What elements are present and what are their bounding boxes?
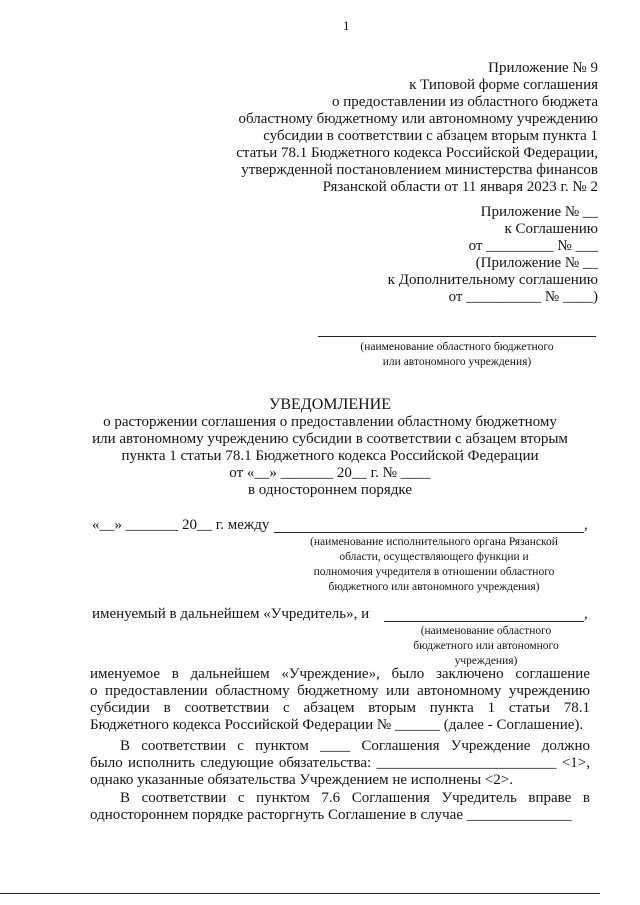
appendix-line: к Типовой форме соглашения [409, 77, 598, 93]
body-paragraph-1 [90, 666, 590, 734]
body-line: одностороннем порядке расторгнуть Соглашение в случае ______________ [90, 807, 572, 823]
caption-line: (наименование областного бюджетного [360, 341, 554, 353]
appendix-line: областному бюджетному или автономному учреждению [238, 111, 598, 127]
caption-line: (наименование исполнительного органа Рязанской [310, 536, 558, 548]
appendix-line: субсидии в соответствии с абзацем вторым пункта 1 [263, 128, 598, 144]
caption-line: учреждения) [454, 655, 518, 667]
between-line: «__» _______ 20__ г. между [92, 517, 270, 533]
recipient-caption [318, 340, 596, 370]
body-line: Бюджетного кодекса Российской Федерации № ______ (далее - Соглашение). [90, 717, 584, 733]
body-line: о предоставлении областному бюджетному или автономному учреждению [90, 683, 590, 699]
comma: , [584, 606, 588, 622]
notice-heading: УВЕДОМЛЕНИЕ [269, 396, 391, 413]
notice-title-line: о расторжении соглашения о предоставлении областному бюджетному [103, 414, 557, 430]
notice-title-line: в одностороннем порядке [247, 482, 413, 498]
notice-title-line: от «__» _______ 20__ г. № ____ [229, 465, 431, 481]
appendix-line: статьи 78.1 Бюджетного кодекса Российской Федерации, [236, 145, 598, 161]
appendix-line: Приложение № 9 [488, 60, 598, 76]
caption-line: бюджетного или автономного [413, 640, 559, 652]
body-paragraph-2 [90, 738, 590, 789]
founder-caption [276, 535, 592, 595]
caption-line: или автономного учреждения) [382, 356, 532, 368]
appendix-line: утвержденной постановлением министерства финансов [241, 162, 598, 178]
institution-name-line[interactable] [384, 621, 584, 622]
agreement-ref-line: Приложение № __ [480, 204, 598, 220]
caption-line: полномочия учредителя в отношении областного [313, 566, 555, 578]
agreement-ref-line: от _________ № ___ [468, 238, 598, 254]
body-line: субсидии в соответствии с абзацем вторым пункта 1 статьи 78.1 [90, 700, 590, 716]
founder-name-line[interactable] [274, 532, 584, 533]
agreement-ref-line: от __________ № ____) [448, 289, 598, 305]
comma: , [584, 517, 588, 533]
agreement-ref-line: (Приложение № __ [475, 255, 598, 271]
page-number: 1 [343, 18, 350, 33]
appendix-line: Рязанской области от 11 января 2023 г. № 2 [322, 179, 598, 195]
body-line: В соответствии с пунктом 7.6 Соглашения Учредитель вправе в [120, 790, 590, 806]
body-line: именуемое в дальнейшем «Учреждение», было заключено соглашение [90, 666, 590, 682]
agreement-reference [298, 204, 598, 306]
caption-line: (наименование областного [420, 625, 552, 637]
recipient-name-line[interactable] [318, 336, 596, 337]
footnote-separator [0, 893, 600, 894]
header-appendix [178, 60, 598, 196]
institution-caption [388, 624, 584, 669]
agreement-ref-line: к Соглашению [504, 221, 598, 237]
founder-named-line: именуемый в дальнейшем «Учредитель», и [92, 606, 370, 622]
body-paragraph-3 [90, 790, 590, 824]
body-line: однако указанные обязательства Учреждением не исполнены <2>. [90, 772, 513, 788]
notice-title-line: или автономному учреждению субсидии в соответствии с абзацем вторым [92, 431, 568, 447]
body-line: было исполнить следующие обязательства: ________________________ <1>, [90, 755, 590, 771]
caption-line: области, осуществляющего функции и [339, 551, 529, 563]
caption-line: бюджетного или автономного учреждения) [328, 581, 540, 593]
notice-title-line: пункта 1 статьи 78.1 Бюджетного кодекса Российской Федерации [121, 448, 539, 464]
appendix-line: о предоставлении из областного бюджета [332, 94, 598, 110]
body-line: В соответствии с пунктом ____ Соглашения Учреждение должно [120, 738, 590, 754]
agreement-ref-line: к Дополнительному соглашению [387, 272, 598, 288]
notice-title [60, 396, 600, 499]
